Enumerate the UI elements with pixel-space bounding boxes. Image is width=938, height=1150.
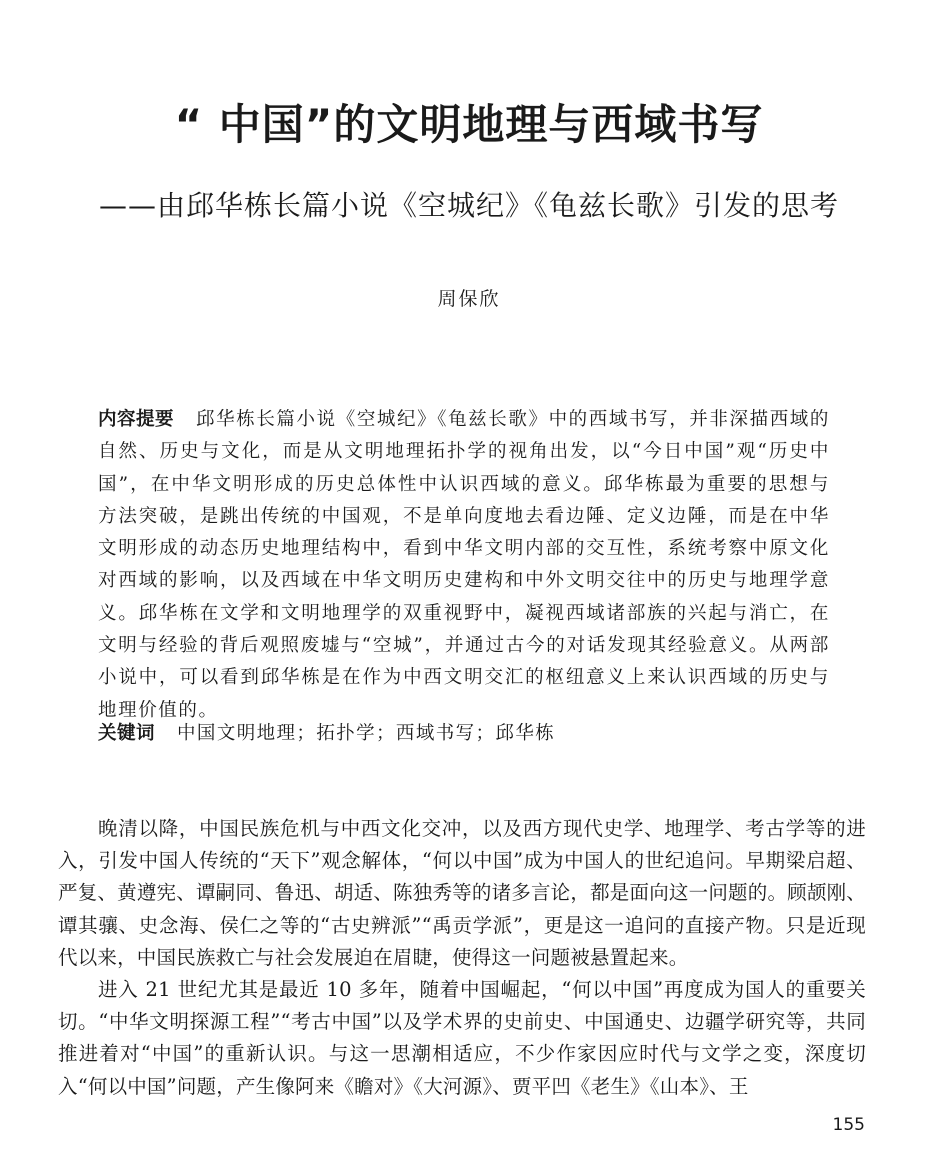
article-body xyxy=(58,813,866,1103)
abstract-label: 内容提要 xyxy=(98,409,175,430)
page-number: 155 xyxy=(832,1115,865,1135)
article-subtitle: ——由邱华栋长篇小说《空城纪》《龟兹长歌》引发的思考 xyxy=(98,189,839,222)
abstract-block xyxy=(98,404,830,727)
keywords-label: 关键词 xyxy=(98,723,156,744)
body-paragraph: 晚清以降，中国民族危机与中西文化交冲，以及西方现代史学、地理学、考古学等的进入，引发中国人传统的“天下”观念解体，“何以中国”成为中国人的世纪追问。早期梁启超、严复、黄遵宪、谭嗣同、鲁迅、胡适、陈独秀等的诸多言论，都是面向这一问题的。顾颉刚、谭其骧、史念海、侯仁之等的“古史辨派”“禹贡学派”，更是这一追问的直接产物。只是近现代以来，中国民族救亡与社会发展迫在眉睫，使得这一问题被悬置起来。 xyxy=(58,817,866,969)
keywords-block xyxy=(98,718,830,750)
keywords-text: 中国文明地理；拓扑学；西域书写；邱华栋 xyxy=(177,723,556,744)
abstract-text: 邱华栋长篇小说《空城纪》《龟兹长歌》中的西域书写，并非深描西域的自然、历史与文化，而是从文明地理拓扑学的视角出发，以“今日中国”观“历史中国”，在中华文明形成的历史总体性中认识西域的意义。邱华栋最为重要的思想与方法突破，是跳出传统的中国观，不是单向度地去看边陲、定义边陲，而是在中华文明形成的动态历史地理结构中，看到中华文明内部的交互性，系统考察中原文化对西域的影响，以及西域在中华文明历史建构和中外文明交往中的历史与地理学意义。邱华栋在文学和文明地理学的双重视野中，凝视西域诸部族的兴起与消亡，在文明与经验的背后观照废墟与“空城”，并通过古今的对话发现其经验意义。从两部小说中，可以看到邱华栋是在作为中西文明交汇的枢纽意义上来认识西域的历史与地理价值的。 xyxy=(98,409,830,721)
body-paragraph: 进入 21 世纪尤其是最近 10 多年，随着中国崛起，“何以中国”再度成为国人的重要关切。“中华文明探源工程”“考古中国”以及学术界的史前史、中国通史、边疆学研究等，共同推进着对“中国”的重新认识。与这一思潮相适应，不少作家因应时代与文学之变，深度切入“何以中国”问题，产生像阿来《瞻对》《大河源》、贾平凹《老生》《山本》、王 xyxy=(58,978,866,1098)
article-author: 周保欣 xyxy=(437,288,501,310)
article-title: “ 中国”的文明地理与西域书写 xyxy=(174,100,764,149)
